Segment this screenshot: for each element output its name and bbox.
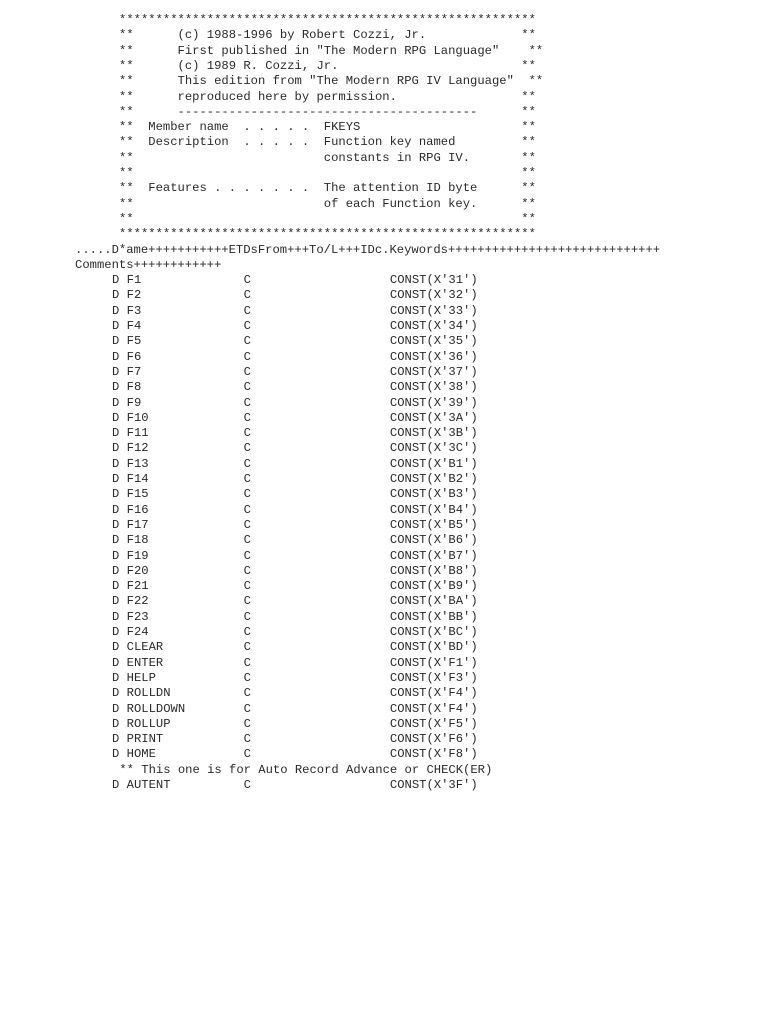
spec-line: D F5 C CONST(X'35') bbox=[112, 334, 478, 349]
spec-line: D F15 C CONST(X'B3') bbox=[112, 487, 478, 502]
spec-line: D F14 C CONST(X'B2') bbox=[112, 472, 478, 486]
spec-line: D F2 C CONST(X'32') bbox=[112, 288, 478, 303]
header-line: ** Description . . . . . Function key named ** bbox=[119, 135, 536, 150]
spec-line: D F17 C CONST(X'B5') bbox=[112, 517, 478, 532]
spec-line: D ROLLDOWN C CONST(X'F4') bbox=[112, 701, 478, 716]
spec-line: D AUTENT C CONST(X'3F') bbox=[112, 778, 478, 792]
header-line: ** (c) 1988-1996 by Robert Cozzi, Jr. ** bbox=[119, 28, 536, 43]
spec-line: D HOME C CONST(X'F8') bbox=[112, 747, 478, 762]
spec-line: D F20 C CONST(X'B8') bbox=[112, 563, 478, 578]
header-line: ** reproduced here by permission. ** bbox=[119, 89, 536, 104]
spec-line: D F12 C CONST(X'3C') bbox=[112, 441, 478, 456]
spec-line: D F11 C CONST(X'3B') bbox=[112, 426, 478, 441]
header-line: ********************************************************* bbox=[119, 13, 536, 27]
spec-line: D F23 C CONST(X'BB') bbox=[112, 609, 478, 624]
header-line: ** This edition from "The Modern RPG IV Language" ** bbox=[119, 74, 544, 89]
spec-line: D F21 C CONST(X'B9') bbox=[112, 579, 478, 594]
spec-line: D PRINT C CONST(X'F6') bbox=[112, 732, 478, 747]
spec-line: D F19 C CONST(X'B7') bbox=[112, 548, 478, 563]
spec-line: D F10 C CONST(X'3A') bbox=[112, 410, 478, 425]
spec-line: D ROLLUP C CONST(X'F5') bbox=[112, 716, 478, 731]
header-line: ** First published in "The Modern RPG Language" ** bbox=[119, 43, 544, 58]
spec-line: D F3 C CONST(X'33') bbox=[112, 303, 478, 318]
ruler-line: .....D*ame+++++++++++ETDsFrom+++To/L+++IDc.Keywords+++++++++++++++++++++++++++++ bbox=[75, 242, 661, 257]
spec-line: D F16 C CONST(X'B4') bbox=[112, 502, 478, 517]
spec-line: D F13 C CONST(X'B1') bbox=[112, 456, 478, 471]
header-line: ** of each Function key. ** bbox=[119, 196, 536, 211]
spec-line: D HELP C CONST(X'F3') bbox=[112, 670, 478, 685]
header-line: ** ** bbox=[119, 166, 536, 180]
spec-line: D ROLLDN C CONST(X'F4') bbox=[112, 686, 478, 701]
spec-line: D F4 C CONST(X'34') bbox=[112, 319, 478, 333]
spec-line: D CLEAR C CONST(X'BD') bbox=[112, 640, 478, 655]
spec-line: D F24 C CONST(X'BC') bbox=[112, 625, 478, 639]
spec-line: D F1 C CONST(X'31') bbox=[112, 273, 478, 288]
header-line: ** ----------------------------------------- ** bbox=[119, 104, 536, 119]
spec-line: D F6 C CONST(X'36') bbox=[112, 349, 478, 364]
ruler-line: Comments++++++++++++ bbox=[75, 257, 222, 272]
header-line: ** constants in RPG IV. ** bbox=[119, 150, 536, 165]
spec-line: D F7 C CONST(X'37') bbox=[112, 364, 478, 379]
header-line: ** Member name . . . . . FKEYS ** bbox=[119, 120, 536, 135]
spec-line: D F9 C CONST(X'39') bbox=[112, 395, 478, 410]
comment-line: ** This one is for Auto Record Advance or CHECK(ER) bbox=[112, 762, 493, 777]
spec-line: D F8 C CONST(X'38') bbox=[112, 380, 478, 395]
spec-line: D F22 C CONST(X'BA') bbox=[112, 594, 478, 609]
header-line: ** (c) 1989 R. Cozzi, Jr. ** bbox=[119, 58, 536, 73]
header-line: ** ** bbox=[119, 211, 536, 226]
header-line: ** Features . . . . . . . The attention ID byte ** bbox=[119, 181, 536, 196]
spec-line: D F18 C CONST(X'B6') bbox=[112, 533, 478, 548]
header-line: ********************************************************* bbox=[119, 227, 536, 242]
spec-line: D ENTER C CONST(X'F1') bbox=[112, 655, 478, 670]
